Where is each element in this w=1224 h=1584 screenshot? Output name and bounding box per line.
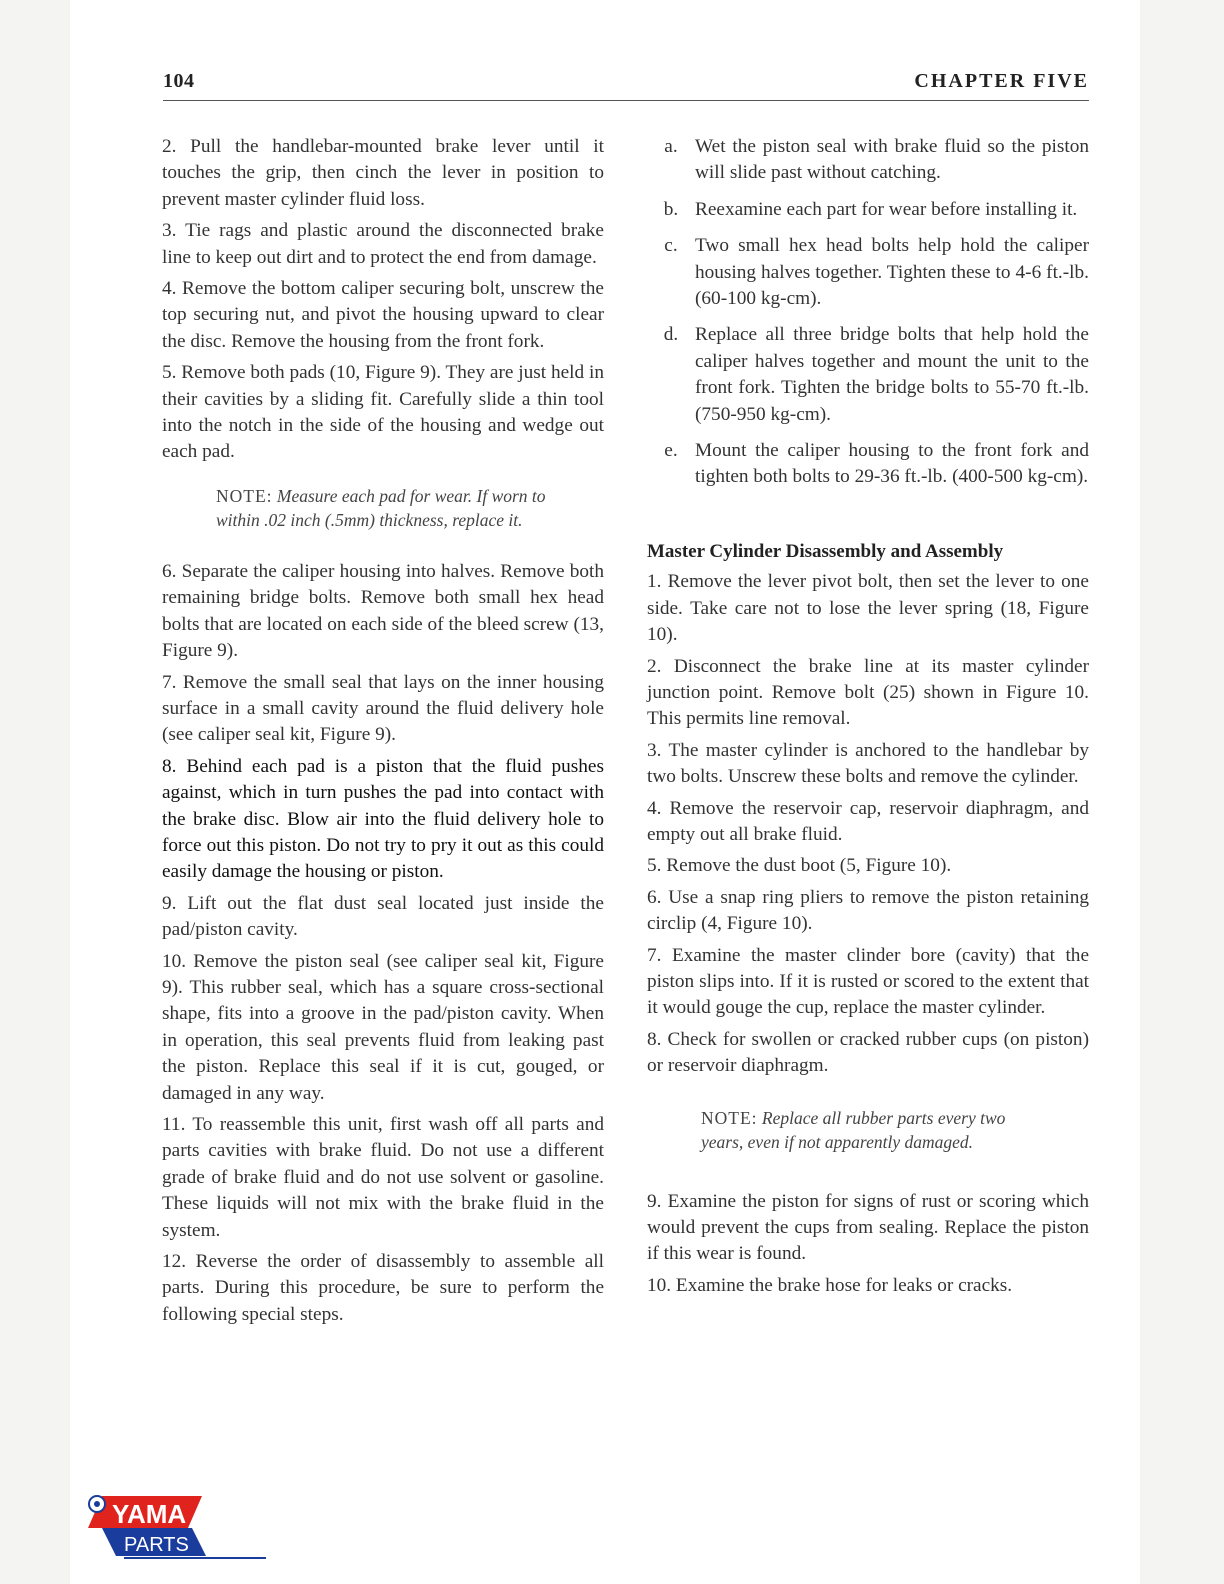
logo-sub-text: PARTS	[124, 1534, 189, 1556]
step-8: 8. Behind each pad is a piston that the fluid pushes against, which in turn pushes the pad into contact with the brake disc. Blow air into the fluid delivery hole to force out this piston. Do not try to pry it out as this could easily damage the housing or piston.	[162, 755, 604, 883]
step-10: 10. Remove the piston seal (see caliper seal kit, Figure 9). This rubber seal, which has a square cross-sectional shape, fits into a groove in the pad/piston cavity. When in operation, this seal prevents fluid from leaking past the piston. Replace this seal if it is cut, gouged, or damaged in any way.	[162, 950, 604, 1104]
step-4: 4. Remove the bottom caliper securing bolt, unscrew the top securing nut, and pivot the housing upward to clear the disc. Remove the housing from the front fork.	[162, 278, 604, 352]
note-label: NOTE:	[216, 485, 273, 506]
substep-text: Wet the piston seal with brake fluid so the piston will slide past without catching.	[695, 136, 1089, 184]
note-text: Replace all rubber parts every two years, even if not apparently damaged.	[701, 1107, 1006, 1153]
substep-d	[647, 322, 1089, 428]
substep-text: Replace all three bridge bolts that help hold the caliper halves together and mount the unit to the front fork. Tighten the bridge bolts to 55-70 ft.-lb. (750-950 kg-cm).	[695, 324, 1089, 425]
substep-text: Two small hex head bolts help hold the caliper housing halves together. Tighten these to 4-6 ft.-lb. (60-100 kg-cm).	[695, 235, 1089, 310]
substep-c	[647, 233, 1089, 312]
master-step-6: 6. Use a snap ring pliers to remove the piston retaining circlip (4, Figure 10).	[647, 886, 1089, 935]
step-11: 11. To reassemble this unit, first wash off all parts and parts cavities with brake fluid. Do not use a different grade of brake fluid and do not use solvent or gasoline. These liquids will not mix with the brake fluid in the system.	[162, 1114, 604, 1241]
substep-letter: c.	[664, 235, 678, 257]
section-heading: Master Cylinder Disassembly and Assembly	[647, 540, 1004, 562]
page-number: 104	[163, 70, 195, 92]
substep-b	[647, 197, 1089, 223]
master-step-3: 3. The master cylinder is anchored to the handlebar by two bolts. Unscrew these bolts and remove the cylinder.	[647, 739, 1089, 788]
yamaparts-logo[interactable]	[88, 1494, 268, 1564]
substep-letter: e.	[664, 440, 678, 462]
substep-letter: d.	[663, 324, 679, 346]
master-step-8: 8. Check for swollen or cracked rubber cups (on piston) or reservoir diaphragm.	[647, 1028, 1089, 1077]
page-header	[163, 70, 1089, 101]
step-3: 3. Tie rags and plastic around the disconnected brake line to keep out dirt and to protect the end from damage.	[162, 220, 604, 268]
master-step-7: 7. Examine the master clinder bore (cavity) that the piston slips into. If it is rusted or scored to the extent that it would gouge the cup, replace the master cylinder.	[647, 944, 1089, 1019]
step-12: 12. Reverse the order of disassembly to assemble all parts. During this procedure, be sure to perform the following special steps.	[162, 1251, 604, 1325]
substep-text: Reexamine each part for wear before installing it.	[695, 198, 1078, 220]
logo-brand-text: YAMA	[112, 1499, 187, 1529]
step-5: 5. Remove both pads (10, Figure 9). They are just held in their cavities by a sliding fit. Carefully slide a thin tool into the notch in the side of the housing and wedge out each pad.	[162, 362, 604, 463]
rubber-parts-note	[701, 1106, 1039, 1155]
chapter-title: CHAPTER FIVE	[914, 70, 1089, 92]
right-column	[647, 134, 1089, 1304]
master-step-9: 9. Examine the piston for signs of rust or scoring which would prevent the cups from sealing. Replace the piston if this wear is found.	[647, 1190, 1089, 1265]
substep-e	[647, 438, 1089, 491]
pad-wear-note	[216, 484, 564, 533]
step-9: 9. Lift out the flat dust seal located just inside the pad/piston cavity.	[162, 892, 604, 941]
master-step-1: 1. Remove the lever pivot bolt, then set the lever to one side. Take care not to lose the lever spring (18, Figure 10).	[647, 571, 1089, 646]
note-text: Measure each pad for wear. If worn to within .02 inch (.5mm) thickness, replace it.	[216, 485, 546, 531]
substep-letter: a.	[664, 136, 678, 157]
note-label: NOTE:	[701, 1107, 758, 1128]
step-6: 6. Separate the caliper housing into halves. Remove both remaining bridge bolts. Remove both small hex head bolts that are located on each side of the bleed screw (13, Figure 9).	[162, 560, 604, 662]
master-step-4: 4. Remove the reservoir cap, reservoir diaphragm, and empty out all brake fluid.	[647, 797, 1089, 845]
master-step-10: 10. Examine the brake hose for leaks or cracks.	[647, 1274, 1013, 1296]
step-2: 2. Pull the handlebar-mounted brake lever until it touches the grip, then cinch the lever in position to prevent master cylinder fluid loss.	[162, 136, 604, 210]
master-step-2: 2. Disconnect the brake line at its master cylinder junction point. Remove bolt (25) shown in Figure 10. This permits line removal.	[647, 655, 1089, 730]
substep-letter: b.	[663, 198, 679, 220]
step-7: 7. Remove the small seal that lays on the inner housing surface in a small cavity around the fluid delivery hole (see caliper seal kit, Figure 9).	[162, 671, 604, 746]
master-step-5: 5. Remove the dust boot (5, Figure 10).	[647, 855, 952, 877]
substep-a	[647, 134, 1089, 187]
substep-text: Mount the caliper housing to the front fork and tighten both bolts to 29-36 ft.-lb. (400-500 kg-cm).	[695, 440, 1089, 488]
left-column	[162, 134, 604, 1333]
logo-underline	[124, 1557, 266, 1559]
